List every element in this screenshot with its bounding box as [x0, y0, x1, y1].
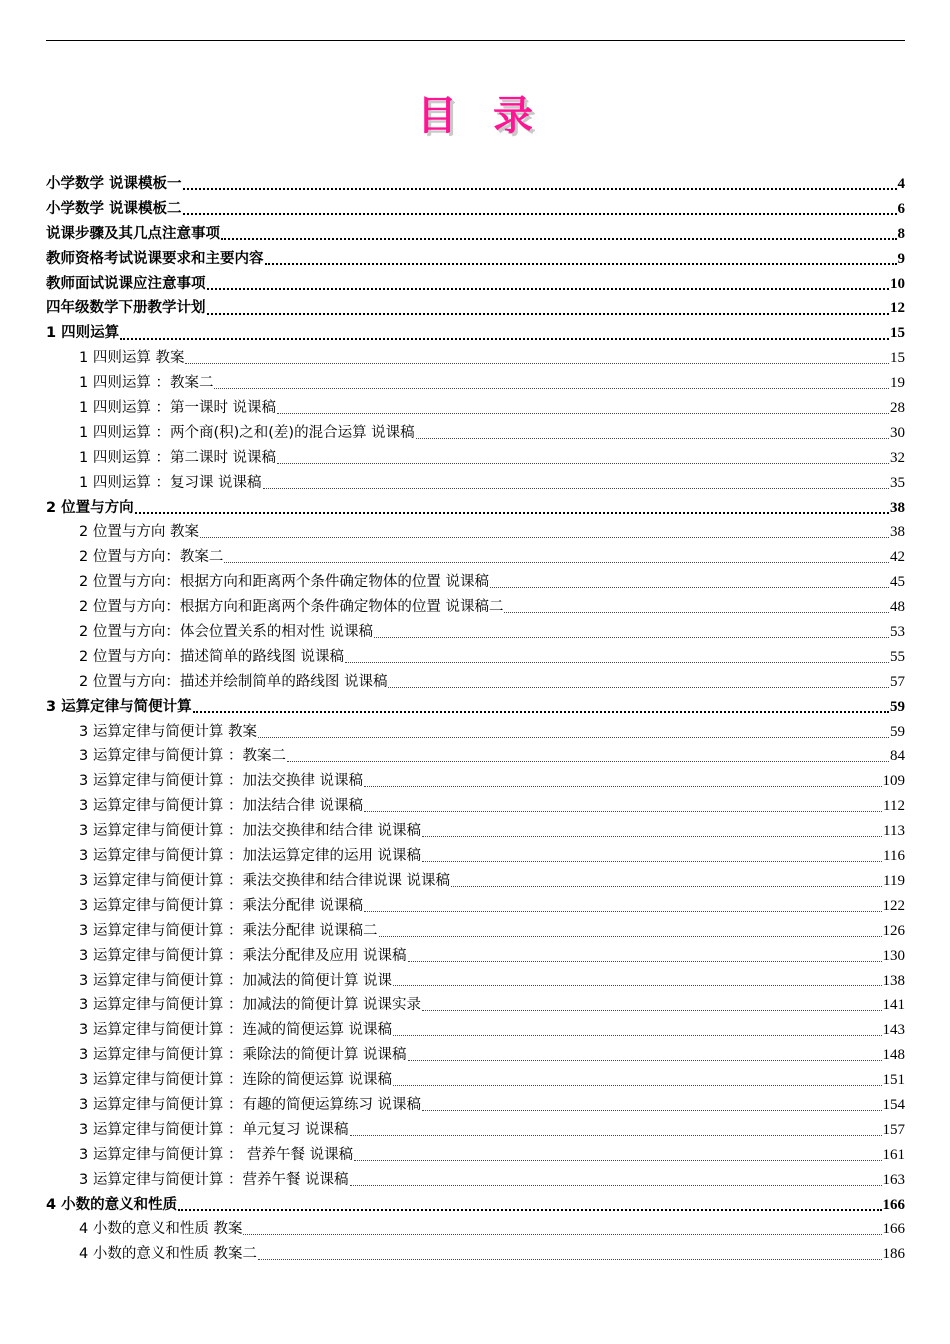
toc-entry-page-number: 28: [890, 400, 905, 417]
toc-entry-page-number: 112: [883, 798, 905, 815]
toc-entry-page-number: 57: [890, 673, 905, 690]
toc-entry-page-number: 30: [890, 424, 905, 441]
toc-entry-label: 2 位置与方向：描述简单的路线图 说课稿: [79, 648, 344, 665]
toc-entry-page-number: 38: [890, 524, 905, 541]
toc-entry-page-number: 19: [890, 375, 905, 392]
dot-leader: [263, 488, 889, 489]
toc-entry-page-number: 130: [882, 947, 905, 964]
toc-entry-section[interactable]: [46, 769, 905, 794]
dot-leader: [350, 1135, 882, 1136]
dot-leader: [258, 1259, 882, 1260]
toc-entry-label: 3 运算定律与简便计算 ：加法交换律和结合律 说课稿: [79, 823, 422, 840]
toc-entry-page-number: 42: [890, 549, 905, 566]
toc-entry-label: 3 运算定律与简便计算 ：加减法的简便计算 说课: [79, 972, 393, 989]
toc-entry-chapter[interactable]: [46, 695, 905, 720]
toc-entry-section[interactable]: [46, 545, 905, 570]
dot-leader: [350, 1185, 882, 1186]
toc-entry-label: 2 位置与方向 教案: [79, 524, 199, 541]
toc-entry-label: 3 运算定律与简便计算 ：连减的简便运算 说课稿: [79, 1022, 393, 1039]
dot-leader: [214, 388, 889, 389]
dot-leader: [374, 637, 889, 638]
toc-entry-page-number: 166: [882, 1221, 905, 1238]
dot-leader: [354, 1160, 881, 1161]
toc-entry-label: 3 运算定律与简便计算 ：乘法分配律及应用 说课稿: [79, 947, 407, 964]
dot-leader: [408, 961, 882, 962]
dot-leader: [221, 238, 897, 240]
toc-entry-section[interactable]: [46, 670, 905, 695]
dot-leader: [265, 263, 897, 265]
dot-leader: [393, 1085, 881, 1086]
toc-entry-page-number: 59: [890, 698, 905, 715]
toc-entry-label: 4 小数的意义和性质 教案二: [79, 1246, 257, 1263]
toc-entry-section[interactable]: [46, 595, 905, 620]
toc-entry-section[interactable]: [46, 993, 905, 1018]
toc-entry-section[interactable]: [46, 1118, 905, 1143]
toc-entry-page-number: 119: [883, 872, 905, 889]
dot-leader: [258, 737, 889, 738]
toc-entry-label: 1 四则运算 ：第二课时 说课稿: [79, 449, 277, 466]
dot-leader: [277, 413, 889, 414]
toc-entry-label: 1 四则运算 教案: [79, 350, 185, 367]
toc-entry-label: 3 运算定律与简便计算 ：乘法分配律 说课稿二: [79, 922, 378, 939]
toc-entry-section[interactable]: [46, 1068, 905, 1093]
toc-entry-chapter[interactable]: [46, 296, 905, 321]
dot-leader: [243, 1234, 881, 1235]
toc-entry-label: 3 运算定律与简便计算 ：乘法交换律和结合律说课 说课稿: [79, 872, 451, 889]
toc-entry-label: 4 小数的意义和性质 教案: [79, 1221, 243, 1238]
toc-entry-page-number: 138: [882, 972, 905, 989]
toc-entry-label: 3 运算定律与简便计算 ：加法交换律 说课稿: [79, 773, 364, 790]
header-rule: [46, 40, 905, 41]
toc-entry-label: 2 位置与方向：描述并绘制简单的路线图 说课稿: [79, 673, 388, 690]
toc-entry-page-number: 53: [890, 624, 905, 641]
toc-entry-page-number: 55: [890, 648, 905, 665]
toc-entry-section[interactable]: [46, 520, 905, 545]
dot-leader: [135, 512, 889, 514]
toc-entry-label: 2 位置与方向：体会位置关系的相对性 说课稿: [79, 624, 373, 641]
toc-entry-label: 3 运算定律与简便计算 ：加法运算定律的运用 说课稿: [79, 848, 422, 865]
toc-entry-page-number: 48: [890, 599, 905, 616]
toc-entry-page-number: 45: [890, 574, 905, 591]
toc-entry-page-number: 113: [883, 823, 905, 840]
toc-entry-label: 小学数学 说课模板一: [46, 176, 182, 192]
toc-entry-section[interactable]: [46, 346, 905, 371]
toc-entry-page-number: 84: [890, 748, 905, 765]
toc-entry-page-number: 141: [882, 997, 905, 1014]
dot-leader: [183, 188, 897, 190]
toc-entry-section[interactable]: [46, 969, 905, 994]
toc-entry-chapter[interactable]: [46, 321, 905, 346]
toc-entry-section[interactable]: [46, 1143, 905, 1168]
dot-leader: [451, 886, 882, 887]
toc-entry-page-number: 15: [890, 350, 905, 367]
toc-entry-label: 四年级数学下册教学计划: [46, 300, 206, 317]
toc-entry-section[interactable]: [46, 919, 905, 944]
toc-entry-section[interactable]: [46, 869, 905, 894]
toc-entry-label: 3 运算定律与简便计算 ：连除的简便运算 说课稿: [79, 1072, 393, 1089]
toc-entry-label: 1 四则运算: [46, 325, 120, 342]
toc-entry-chapter[interactable]: [46, 172, 905, 197]
dot-leader: [422, 1010, 881, 1011]
dot-leader: [207, 288, 890, 290]
dot-leader: [178, 1209, 881, 1211]
toc-entry-label: 4 小数的意义和性质: [46, 1196, 178, 1213]
toc-entry-page-number: 126: [882, 922, 905, 939]
dot-leader: [393, 1035, 881, 1036]
toc-entry-label: 1 四则运算 ：第一课时 说课稿: [79, 400, 277, 417]
dot-leader: [408, 1060, 882, 1061]
dot-leader: [388, 687, 889, 688]
toc-entry-label: 3 运算定律与简便计算 ：有趣的简便运算练习 说课稿: [79, 1096, 422, 1113]
toc-entry-label: 1 四则运算 ：两个商(积)之和(差)的混合运算 说课稿: [79, 424, 415, 441]
dot-leader: [422, 1110, 881, 1111]
toc-entry-label: 3 运算定律与简便计算 ： 营养午餐 说课稿: [79, 1146, 354, 1163]
toc-entry-label: 2 位置与方向：根据方向和距离两个条件确定物体的位置 说课稿二: [79, 599, 504, 616]
toc-entry-page-number: 4: [897, 176, 905, 192]
toc-entry-page-number: 116: [883, 848, 905, 865]
dot-leader: [422, 861, 882, 862]
toc-entry-chapter[interactable]: [46, 272, 905, 297]
dot-leader: [422, 836, 882, 837]
toc-entry-page-number: 10: [890, 275, 905, 292]
toc-entry-label: 3 运算定律与简便计算 ：乘法分配律 说课稿: [79, 897, 364, 914]
dot-leader: [393, 985, 881, 986]
toc-title: 目录: [417, 93, 569, 139]
dot-leader: [364, 811, 882, 812]
dot-leader: [504, 612, 889, 613]
toc-entry-section[interactable]: [46, 1093, 905, 1118]
table-of-contents: [46, 172, 905, 1267]
toc-entry-label: 3 运算定律与简便计算 ：加法结合律 说课稿: [79, 798, 364, 815]
toc-entry-page-number: 148: [882, 1047, 905, 1064]
toc-entry-page-number: 163: [882, 1171, 905, 1188]
toc-entry-section[interactable]: [46, 471, 905, 496]
toc-entry-section[interactable]: [46, 720, 905, 745]
toc-entry-chapter[interactable]: [46, 1193, 905, 1218]
toc-entry-section[interactable]: [46, 844, 905, 869]
toc-entry-section[interactable]: [46, 819, 905, 844]
toc-entry-label: 3 运算定律与简便计算 ：单元复习 说课稿: [79, 1121, 349, 1138]
dot-leader: [364, 911, 881, 912]
toc-entry-page-number: 15: [890, 325, 905, 342]
toc-entry-page-number: 32: [890, 449, 905, 466]
dot-leader: [364, 786, 881, 787]
dot-leader: [193, 711, 889, 713]
toc-entry-label: 教师资格考试说课要求和主要内容: [46, 250, 264, 267]
toc-entry-label: 2 位置与方向：教案二: [79, 549, 224, 566]
dot-leader: [287, 761, 889, 762]
toc-entry-page-number: 109: [882, 773, 905, 790]
toc-entry-section[interactable]: [46, 1018, 905, 1043]
toc-entry-page-number: 9: [897, 250, 905, 267]
toc-entry-label: 教师面试说课应注意事项: [46, 275, 206, 292]
dot-leader: [185, 363, 889, 364]
toc-entry-section[interactable]: [46, 744, 905, 769]
toc-entry-page-number: 6: [897, 200, 905, 217]
toc-entry-label: 3 运算定律与简便计算: [46, 698, 192, 715]
toc-entry-page-number: 166: [882, 1196, 905, 1213]
toc-entry-label: 1 四则运算 ：复习课 说课稿: [79, 474, 262, 491]
dot-leader: [183, 213, 897, 215]
toc-entry-section[interactable]: [46, 1242, 905, 1267]
dot-leader: [379, 936, 882, 937]
toc-entry-page-number: 122: [882, 897, 905, 914]
toc-entry-page-number: 157: [882, 1121, 905, 1138]
dot-leader: [120, 338, 889, 340]
toc-entry-section[interactable]: [46, 570, 905, 595]
toc-entry-label: 3 运算定律与简便计算 ：营养午餐 说课稿: [79, 1171, 349, 1188]
toc-entry-label: 说课步骤及其几点注意事项: [46, 225, 220, 242]
toc-entry-label: 2 位置与方向：根据方向和距离两个条件确定物体的位置 说课稿: [79, 574, 489, 591]
toc-entry-label: 3 运算定律与简便计算 ：乘除法的简便计算 说课稿: [79, 1047, 407, 1064]
toc-entry-section[interactable]: [46, 446, 905, 471]
dot-leader: [345, 662, 889, 663]
toc-entry-section[interactable]: [46, 371, 905, 396]
dot-leader: [224, 562, 889, 563]
dot-leader: [490, 587, 889, 588]
toc-entry-chapter[interactable]: [46, 197, 905, 222]
toc-entry-page-number: 12: [890, 300, 905, 317]
toc-entry-page-number: 161: [882, 1146, 905, 1163]
toc-entry-section[interactable]: [46, 645, 905, 670]
toc-entry-section[interactable]: [46, 620, 905, 645]
toc-entry-page-number: 8: [897, 225, 905, 242]
toc-entry-section[interactable]: [46, 794, 905, 819]
toc-entry-label: 2 位置与方向: [46, 499, 134, 516]
toc-entry-section[interactable]: [46, 1168, 905, 1193]
toc-entry-page-number: 151: [882, 1072, 905, 1089]
toc-entry-chapter[interactable]: [46, 496, 905, 521]
toc-entry-label: 1 四则运算 ：教案二: [79, 375, 214, 392]
toc-entry-page-number: 186: [882, 1246, 905, 1263]
toc-entry-label: 3 运算定律与简便计算 ：加减法的简便计算 说课实录: [79, 997, 422, 1014]
toc-entry-section[interactable]: [46, 396, 905, 421]
toc-entry-section[interactable]: [46, 1217, 905, 1242]
toc-entry-section[interactable]: [46, 421, 905, 446]
dot-leader: [207, 313, 890, 315]
toc-entry-label: 3 运算定律与简便计算 ：教案二: [79, 748, 286, 765]
toc-entry-chapter[interactable]: [46, 247, 905, 272]
toc-entry-page-number: 38: [890, 499, 905, 516]
toc-entry-label: 3 运算定律与简便计算 教案: [79, 723, 257, 740]
dot-leader: [416, 438, 889, 439]
toc-entry-label: 小学数学 说课模板二: [46, 200, 182, 217]
dot-leader: [200, 537, 889, 538]
toc-entry-section[interactable]: [46, 944, 905, 969]
toc-entry-page-number: 59: [890, 723, 905, 740]
toc-entry-page-number: 35: [890, 474, 905, 491]
toc-entry-section[interactable]: [46, 1043, 905, 1068]
toc-entry-chapter[interactable]: [46, 222, 905, 247]
toc-entry-page-number: 143: [882, 1022, 905, 1039]
dot-leader: [277, 463, 889, 464]
toc-entry-page-number: 154: [882, 1096, 905, 1113]
toc-entry-section[interactable]: [46, 894, 905, 919]
